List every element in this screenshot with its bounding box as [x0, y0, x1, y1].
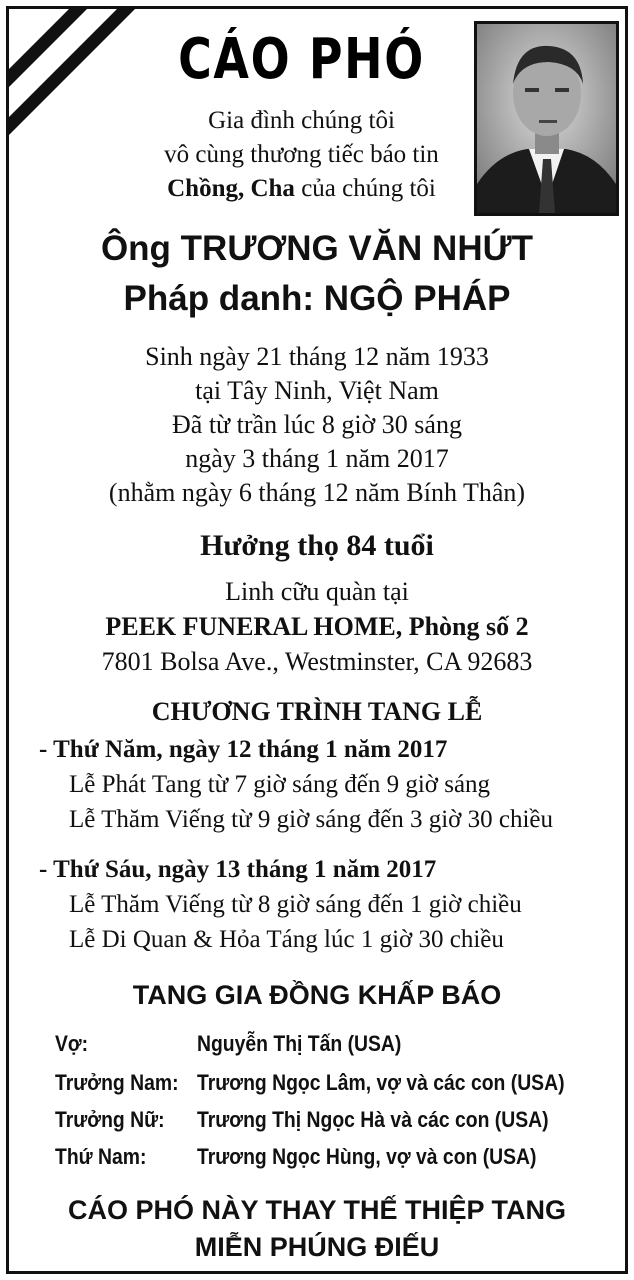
- schedule-day-1: - Thứ Năm, ngày 12 tháng 1 năm 2017: [39, 736, 448, 763]
- mourning-ribbon: [9, 9, 149, 149]
- venue-address: 7801 Bolsa Ave., Westminster, CA 92683: [101, 647, 533, 676]
- deceased-name: Ông TRƯƠNG VĂN NHỨT: [100, 229, 534, 268]
- death-time: Đã từ trần lúc 8 giờ 30 sáng: [172, 410, 462, 439]
- death-date: ngày 3 tháng 1 năm 2017: [185, 444, 449, 473]
- page-title: CÁO PHÓ: [178, 27, 425, 92]
- venue-name: PEEK FUNERAL HOME, Phòng số 2: [105, 612, 529, 641]
- obituary-notice: [6, 6, 628, 1274]
- schedule-item: Lễ Thăm Viếng từ 9 giờ sáng đến 3 giờ 30 chiều: [69, 806, 554, 833]
- dharma-name: Pháp danh: NGỘ PHÁP: [123, 279, 511, 318]
- family-member-name: Trương Ngọc Hùng, vợ và con (USA): [197, 1144, 537, 1169]
- family-member-name: Trương Ngọc Lâm, vợ và các con (USA): [197, 1070, 565, 1095]
- family-role: Vợ:: [55, 1031, 89, 1056]
- family-member-name: Nguyễn Thị Tấn (USA): [197, 1031, 402, 1056]
- intro-relation: Chồng, Cha: [167, 175, 295, 202]
- family-role: Trưởng Nữ:: [55, 1107, 165, 1132]
- family-role: Trưởng Nam:: [55, 1070, 179, 1095]
- birth-date: Sinh ngày 21 tháng 12 năm 1933: [145, 342, 489, 371]
- schedule-item: Lễ Thăm Viếng từ 8 giờ sáng đến 1 giờ chiều: [69, 891, 522, 918]
- intro-line-1: Gia đình chúng tôi: [208, 107, 395, 134]
- intro-line-3: [129, 175, 474, 203]
- closing-line-2: MIỄN PHÚNG ĐIẾU: [194, 1232, 440, 1262]
- lunar-date: (nhằm ngày 6 tháng 12 năm Bính Thân): [108, 478, 526, 507]
- schedule-title: CHƯƠNG TRÌNH TANG LỄ: [151, 697, 483, 726]
- schedule-item: Lễ Phát Tang từ 7 giờ sáng đến 9 giờ sáng: [69, 771, 491, 798]
- portrait-photo: [474, 21, 619, 216]
- family-title: TANG GIA ĐỒNG KHẤP BÁO: [132, 980, 502, 1010]
- schedule-item: Lễ Di Quan & Hỏa Táng lúc 1 giờ 30 chiều: [69, 926, 504, 953]
- intro-line-2: vô cùng thương tiếc báo tin: [164, 141, 439, 168]
- family-member-name: Trương Thị Ngọc Hà và các con (USA): [197, 1107, 549, 1132]
- intro-relation-rest: của chúng tôi: [294, 175, 436, 202]
- birth-place: tại Tây Ninh, Việt Nam: [195, 376, 439, 405]
- family-role: Thứ Nam:: [55, 1144, 147, 1169]
- age-line: Hưởng thọ 84 tuổi: [200, 529, 434, 562]
- portrait-image: [477, 24, 616, 213]
- schedule-day-2: - Thứ Sáu, ngày 13 tháng 1 năm 2017: [39, 856, 437, 883]
- venue-label: Linh cữu quàn tại: [225, 577, 409, 606]
- closing-line-1: CÁO PHÓ NÀY THAY THẾ THIỆP TANG: [67, 1195, 567, 1225]
